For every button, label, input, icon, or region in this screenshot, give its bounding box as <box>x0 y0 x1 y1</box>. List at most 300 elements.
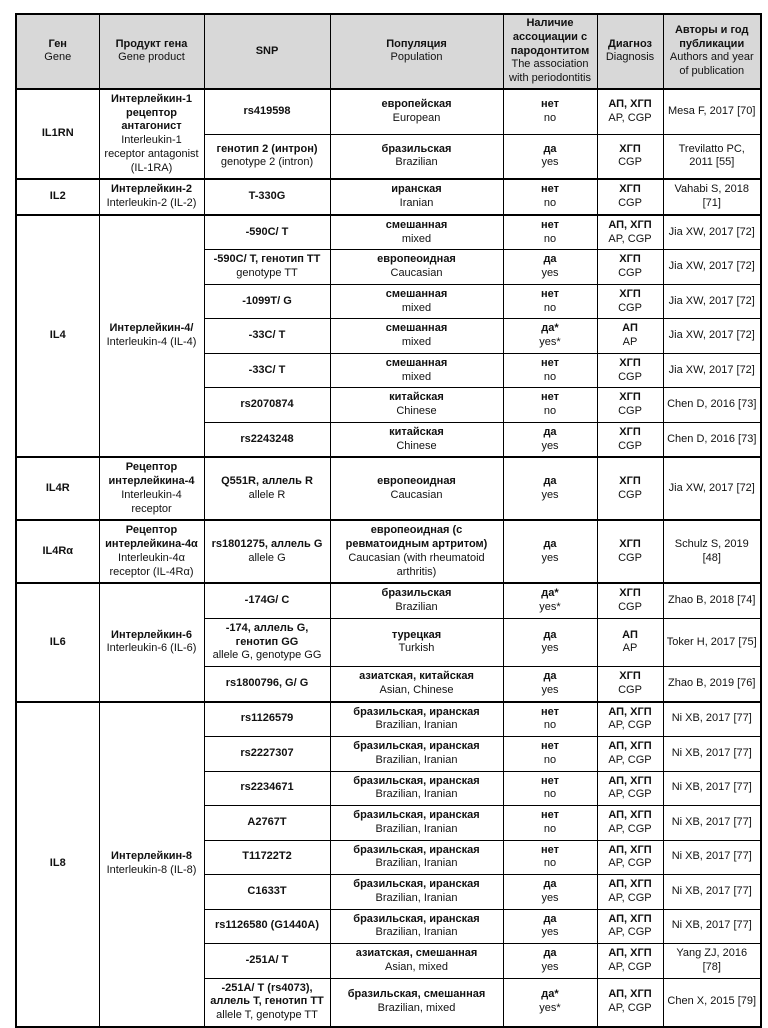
diagnosis-cell-ru: ХГП <box>619 587 641 600</box>
authors-cell <box>663 702 761 737</box>
association-cell-en: yes <box>541 267 559 279</box>
snp-cell <box>204 840 330 875</box>
diagnosis-cell-en: CGP <box>618 551 642 564</box>
authors-cell <box>663 978 761 1027</box>
diagnosis-cell-ru: АП <box>622 628 638 641</box>
header-population-en: Population <box>390 51 443 64</box>
snp-cell <box>204 134 330 179</box>
authors-text: Zhao B, 2018 [74] <box>668 594 756 607</box>
snp-cell-ru: -251A/ T (rs4073), аллель T, генотип TT <box>210 981 324 1008</box>
diagnosis-cell-en: AP, CGP <box>608 960 652 973</box>
header-product-en: Gene product <box>118 51 185 64</box>
authors-text: Ni XB, 2017 [77] <box>671 919 752 932</box>
association-cell-ru: да <box>543 475 557 487</box>
snp-cell <box>204 284 330 319</box>
diagnosis-cell-ru: АП, ХГП <box>608 912 652 925</box>
snp-cell-ru: rs1801275, аллель G <box>211 538 323 550</box>
product-label-ru: Интерлейкин-1 рецептор антагонист <box>111 92 192 133</box>
association-cell-ru: нет <box>540 809 559 821</box>
snp-cell-ru: -33C/ T <box>248 363 286 376</box>
col-header-gene <box>16 14 99 89</box>
population-cell <box>330 89 503 134</box>
diagnosis-cell-ru: АП, ХГП <box>608 774 652 787</box>
population-cell-en: mixed <box>401 370 432 383</box>
snp-cell-ru: A2767T <box>247 815 287 828</box>
population-cell <box>330 771 503 806</box>
diagnosis-cell-ru: ХГП <box>619 356 641 369</box>
population-cell <box>330 944 503 979</box>
association-cell <box>503 737 597 772</box>
association-cell-ru: да <box>543 538 557 550</box>
population-cell <box>330 667 503 702</box>
population-cell-ru: смешанная <box>385 356 448 369</box>
population-cell-en: Brazilian, Iranian <box>375 788 458 801</box>
diagnosis-cell-en: CGP <box>618 197 642 209</box>
population-cell <box>330 840 503 875</box>
association-cell <box>503 457 597 520</box>
authors-cell <box>663 250 761 285</box>
diagnosis-cell <box>597 737 663 772</box>
header-association-en: The association with periodontitis <box>509 58 591 84</box>
association-cell-en: yes <box>541 683 559 696</box>
population-cell <box>330 583 503 618</box>
snp-cell <box>204 422 330 457</box>
diagnosis-cell-en: AP, CGP <box>608 926 652 939</box>
population-cell <box>330 618 503 666</box>
diagnosis-cell-en: CGP <box>618 601 642 613</box>
diagnosis-cell-en: AP <box>622 336 638 348</box>
authors-cell <box>663 422 761 457</box>
diagnosis-cell-ru: АП, ХГП <box>608 843 652 856</box>
association-cell-en: no <box>543 111 557 124</box>
header-diagnosis-ru: Диагноз <box>608 37 652 50</box>
product-label-ru: Интерлейкин-4/ <box>109 322 194 335</box>
population-cell-en: Asian, mixed <box>385 960 448 973</box>
gene-association-table-wrap <box>15 13 762 1028</box>
diagnosis-cell <box>597 422 663 457</box>
population-cell <box>330 250 503 285</box>
population-cell-ru: китайская <box>389 391 444 404</box>
population-cell <box>330 978 503 1027</box>
header-gene-ru: Ген <box>48 37 67 50</box>
authors-cell <box>663 215 761 250</box>
product-cell <box>99 457 204 520</box>
diagnosis-cell-ru: АП <box>622 322 638 335</box>
authors-cell <box>663 353 761 388</box>
header-population-ru: Популяция <box>386 37 447 50</box>
diagnosis-cell-ru: АП, ХГП <box>608 97 652 110</box>
population-cell-ru: европейская <box>381 97 452 110</box>
diagnosis-cell <box>597 944 663 979</box>
col-header-snp <box>204 14 330 89</box>
header-gene-en: Gene <box>44 51 72 64</box>
population-cell-ru: европеоидная <box>377 475 456 487</box>
association-cell-en: no <box>543 753 557 766</box>
population-cell-ru: иранская <box>391 183 442 196</box>
snp-cell-ru: rs1800796, G/ G <box>225 676 309 689</box>
diagnosis-cell-ru: АП, ХГП <box>608 705 652 718</box>
snp-cell <box>204 388 330 423</box>
diagnosis-cell-en: AP, CGP <box>608 822 652 835</box>
diagnosis-cell-ru: АП, ХГП <box>608 878 652 890</box>
association-cell <box>503 388 597 423</box>
association-cell-ru: нет <box>540 287 559 300</box>
diagnosis-cell-ru: АП, ХГП <box>608 740 652 752</box>
col-header-association <box>503 14 597 89</box>
association-cell-en: no <box>543 788 557 801</box>
snp-cell-ru: -33C/ T <box>248 329 286 342</box>
authors-text: Chen D, 2016 [73] <box>667 398 757 411</box>
population-cell <box>330 806 503 841</box>
population-cell-ru: смешанная <box>385 218 448 231</box>
association-cell-ru: нет <box>540 183 559 196</box>
snp-cell-en: genotype 2 (intron) <box>220 156 314 169</box>
gene-label: IL4R <box>45 481 70 494</box>
authors-cell <box>663 457 761 520</box>
population-cell <box>330 702 503 737</box>
gene-label: IL1RN <box>41 127 74 140</box>
association-cell <box>503 89 597 134</box>
association-cell <box>503 215 597 250</box>
association-cell-ru: да* <box>541 988 559 1001</box>
authors-text: Chen D, 2016 [73] <box>667 432 757 445</box>
association-cell-ru: нет <box>540 391 559 404</box>
gene-label: IL4Rα <box>42 544 74 557</box>
diagnosis-cell-en: CGP <box>618 301 642 314</box>
gene-cell <box>16 583 99 701</box>
population-cell-ru: смешанная <box>385 322 448 335</box>
authors-text: Chen X, 2015 [79] <box>667 995 757 1008</box>
association-cell-en: yes <box>541 891 559 904</box>
diagnosis-cell-ru: АП, ХГП <box>608 947 652 959</box>
population-cell-ru: бразильская, иранская <box>353 912 480 925</box>
diagnosis-cell <box>597 215 663 250</box>
population-cell <box>330 909 503 944</box>
snp-cell <box>204 583 330 618</box>
product-label-en: Interleukin-4α receptor (IL-4Rα) <box>109 551 194 578</box>
gene-label: IL6 <box>49 635 66 648</box>
population-cell-en: European <box>392 111 441 124</box>
population-cell-ru: европеоидная (с ревматоидным артритом) <box>345 524 488 550</box>
population-cell <box>330 457 503 520</box>
snp-cell-ru: rs2243248 <box>240 432 294 445</box>
diagnosis-cell <box>597 840 663 875</box>
product-cell <box>99 702 204 1027</box>
diagnosis-cell <box>597 520 663 583</box>
association-cell-en: yes <box>541 439 559 452</box>
population-cell-en: Caucasian (with rheumatoid arthritis) <box>348 551 485 578</box>
authors-cell <box>663 134 761 179</box>
association-cell-en: no <box>543 405 557 417</box>
association-cell-en: no <box>543 857 557 870</box>
header-association-ru: Наличие ассоциации с пародонтитом <box>510 17 590 57</box>
table-body <box>16 89 761 1027</box>
product-label-en: Interleukin-2 (IL-2) <box>106 197 197 209</box>
population-cell-en: Caucasian <box>390 267 443 279</box>
authors-cell <box>663 618 761 666</box>
authors-text: Mesa F, 2017 [70] <box>668 104 756 117</box>
diagnosis-cell-ru: ХГП <box>619 425 641 438</box>
table-row <box>16 215 761 250</box>
authors-text: Vahabi S, 2018 [71] <box>674 183 749 209</box>
population-cell-en: Chinese <box>396 405 437 417</box>
gene-cell <box>16 179 99 215</box>
header-product-ru: Продукт гена <box>115 37 188 50</box>
diagnosis-cell-en: CGP <box>618 370 642 383</box>
population-cell <box>330 422 503 457</box>
authors-text: Jia XW, 2017 [72] <box>668 225 755 238</box>
authors-cell <box>663 944 761 979</box>
gene-cell <box>16 89 99 180</box>
population-cell-en: Brazilian <box>395 156 438 169</box>
association-cell <box>503 944 597 979</box>
diagnosis-cell-ru: ХГП <box>619 391 641 404</box>
snp-cell <box>204 89 330 134</box>
gene-label: IL2 <box>49 190 66 203</box>
product-label-en: Interleukin-8 (IL-8) <box>106 864 197 877</box>
population-cell-en: Brazilian <box>395 601 438 613</box>
col-header-population <box>330 14 503 89</box>
population-cell-en: Caucasian <box>390 488 443 501</box>
association-cell-ru: нет <box>540 740 559 752</box>
association-cell <box>503 422 597 457</box>
product-label-ru: Интерлейкин-2 <box>111 183 192 196</box>
gene-cell <box>16 457 99 520</box>
association-cell-ru: нет <box>540 843 559 856</box>
population-cell <box>330 737 503 772</box>
association-cell-ru: да <box>543 142 557 155</box>
population-cell <box>330 875 503 910</box>
association-cell-en: yes <box>541 488 559 501</box>
table-row <box>16 702 761 737</box>
association-cell <box>503 702 597 737</box>
association-cell-en: yes <box>541 642 559 655</box>
authors-cell <box>663 319 761 354</box>
association-cell-ru: да <box>543 628 557 641</box>
association-cell <box>503 840 597 875</box>
product-cell <box>99 583 204 701</box>
association-cell-ru: да <box>543 253 557 266</box>
association-cell <box>503 250 597 285</box>
authors-text: Ni XB, 2017 [77] <box>671 850 752 863</box>
association-cell-en: yes* <box>539 1002 561 1015</box>
population-cell-ru: бразильская, смешанная <box>347 988 486 1001</box>
diagnosis-cell-en: CGP <box>618 439 642 452</box>
population-cell <box>330 353 503 388</box>
gene-label: IL8 <box>49 857 66 870</box>
diagnosis-cell-en: AP, CGP <box>608 857 652 870</box>
diagnosis-cell-en: CGP <box>618 683 642 696</box>
snp-cell <box>204 978 330 1027</box>
gene-cell <box>16 520 99 583</box>
diagnosis-cell-en: CGP <box>618 405 642 417</box>
diagnosis-cell <box>597 388 663 423</box>
authors-cell <box>663 667 761 702</box>
snp-cell-en: allele T, genotype TT <box>216 1009 318 1021</box>
authors-cell <box>663 806 761 841</box>
population-cell-ru: бразильская <box>381 587 452 600</box>
authors-cell <box>663 771 761 806</box>
association-cell <box>503 583 597 618</box>
authors-text: Jia XW, 2017 [72] <box>668 260 755 273</box>
header-diagnosis-en: Diagnosis <box>605 51 655 64</box>
snp-cell <box>204 457 330 520</box>
diagnosis-cell-en: AP, CGP <box>608 891 652 904</box>
association-cell-en: no <box>543 232 557 245</box>
population-cell-ru: китайская <box>389 425 444 438</box>
association-cell <box>503 909 597 944</box>
association-cell-ru: да <box>543 947 557 959</box>
population-cell <box>330 284 503 319</box>
header-row <box>16 14 761 89</box>
snp-cell <box>204 667 330 702</box>
diagnosis-cell <box>597 89 663 134</box>
population-cell <box>330 319 503 354</box>
snp-cell <box>204 806 330 841</box>
authors-text: Toker H, 2017 [75] <box>666 635 757 648</box>
diagnosis-cell-en: AP, CGP <box>608 111 652 124</box>
population-cell-en: Brazilian, mixed <box>377 1002 456 1015</box>
association-cell-en: yes* <box>539 601 561 613</box>
snp-cell-ru: rs2070874 <box>240 398 294 411</box>
snp-cell <box>204 737 330 772</box>
snp-cell-en: allele G, genotype GG <box>212 649 322 662</box>
snp-cell <box>204 319 330 354</box>
product-cell <box>99 520 204 583</box>
authors-cell <box>663 89 761 134</box>
population-cell-ru: европеоидная <box>377 253 456 266</box>
product-label-en: Interleukin-1 receptor antagonist (IL-1RA) <box>104 134 199 174</box>
diagnosis-cell-ru: ХГП <box>619 670 641 682</box>
diagnosis-cell <box>597 353 663 388</box>
product-label-en: Interleukin-4 receptor <box>121 488 182 515</box>
population-cell-en: mixed <box>401 336 432 348</box>
snp-cell <box>204 215 330 250</box>
diagnosis-cell <box>597 134 663 179</box>
association-cell-ru: да <box>543 670 557 682</box>
snp-cell-en: allele R <box>248 488 286 501</box>
population-cell-en: Brazilian, Iranian <box>375 822 458 835</box>
diagnosis-cell-en: CGP <box>618 488 642 501</box>
snp-cell-ru: rs1126580 (G1440A) <box>215 919 319 932</box>
authors-text: Ni XB, 2017 [77] <box>671 746 752 759</box>
product-cell <box>99 179 204 215</box>
diagnosis-cell-ru: ХГП <box>619 253 641 266</box>
population-cell-en: Brazilian, Iranian <box>375 753 458 766</box>
table-row <box>16 583 761 618</box>
snp-cell <box>204 520 330 583</box>
snp-cell <box>204 618 330 666</box>
authors-text: Schulz S, 2019 [48] <box>674 538 749 564</box>
population-cell-en: Brazilian, Iranian <box>375 719 458 732</box>
col-header-diagnosis <box>597 14 663 89</box>
snp-cell <box>204 909 330 944</box>
authors-cell <box>663 875 761 910</box>
authors-cell <box>663 520 761 583</box>
diagnosis-cell-en: CGP <box>618 156 642 169</box>
authors-text: Ni XB, 2017 [77] <box>671 884 752 897</box>
snp-cell-ru: генотип 2 (интрон) <box>216 142 318 155</box>
authors-cell <box>663 737 761 772</box>
table-row <box>16 457 761 520</box>
population-cell-ru: бразильская <box>381 142 452 155</box>
authors-text: Jia XW, 2017 [72] <box>668 481 755 494</box>
association-cell-en: no <box>543 719 557 732</box>
snp-cell-ru: -251A/ T <box>245 953 289 966</box>
snp-cell-en: genotype TT <box>236 267 298 279</box>
association-cell <box>503 520 597 583</box>
authors-text: Jia XW, 2017 [72] <box>668 294 755 307</box>
association-cell-ru: нет <box>540 97 559 110</box>
gene-cell <box>16 215 99 458</box>
diagnosis-cell-en: AP <box>622 642 638 655</box>
association-cell-ru: нет <box>540 356 559 369</box>
authors-text: Ni XB, 2017 [77] <box>671 712 752 725</box>
authors-cell <box>663 179 761 215</box>
product-cell <box>99 215 204 458</box>
association-cell-en: no <box>543 301 557 314</box>
snp-cell-ru: C1633T <box>247 884 287 897</box>
association-cell <box>503 806 597 841</box>
product-cell <box>99 89 204 180</box>
population-cell-ru: бразильская, иранская <box>353 809 480 821</box>
product-label-ru: Интерлейкин-6 <box>111 628 192 641</box>
diagnosis-cell-en: AP, CGP <box>608 788 652 801</box>
association-cell-en: no <box>543 822 557 835</box>
population-cell-en: Iranian <box>399 197 434 209</box>
association-cell <box>503 978 597 1027</box>
snp-cell-en: allele G <box>248 551 286 564</box>
population-cell-en: mixed <box>401 232 432 245</box>
diagnosis-cell <box>597 250 663 285</box>
authors-cell <box>663 583 761 618</box>
association-cell <box>503 618 597 666</box>
snp-cell-ru: T-330G <box>248 190 286 203</box>
diagnosis-cell <box>597 667 663 702</box>
association-cell <box>503 179 597 215</box>
gene-label: IL4 <box>49 329 66 342</box>
association-cell <box>503 319 597 354</box>
association-cell <box>503 353 597 388</box>
snp-cell <box>204 250 330 285</box>
diagnosis-cell <box>597 771 663 806</box>
authors-text: Jia XW, 2017 [72] <box>668 363 755 376</box>
association-cell-en: no <box>543 370 557 383</box>
table-row <box>16 179 761 215</box>
diagnosis-cell-en: AP, CGP <box>608 232 652 245</box>
population-cell-ru: азиатская, китайская <box>359 670 474 682</box>
association-cell-ru: да* <box>541 587 559 600</box>
authors-cell <box>663 284 761 319</box>
col-header-gene-product <box>99 14 204 89</box>
diagnosis-cell-ru: ХГП <box>619 287 641 300</box>
diagnosis-cell <box>597 179 663 215</box>
association-cell-en: yes <box>541 156 559 169</box>
snp-cell-ru: rs419598 <box>243 104 291 117</box>
population-cell-ru: бразильская, иранская <box>353 740 480 752</box>
authors-text: Jia XW, 2017 [72] <box>668 329 755 342</box>
population-cell <box>330 388 503 423</box>
population-cell-en: Brazilian, Iranian <box>375 857 458 870</box>
diagnosis-cell-ru: ХГП <box>619 538 641 550</box>
diagnosis-cell <box>597 909 663 944</box>
association-cell-en: yes <box>541 551 559 564</box>
population-cell-ru: турецкая <box>391 628 442 641</box>
population-cell-ru: бразильская, иранская <box>353 843 480 856</box>
diagnosis-cell <box>597 583 663 618</box>
population-cell-en: Asian, Chinese <box>379 683 454 696</box>
association-cell-en: yes* <box>539 336 561 348</box>
